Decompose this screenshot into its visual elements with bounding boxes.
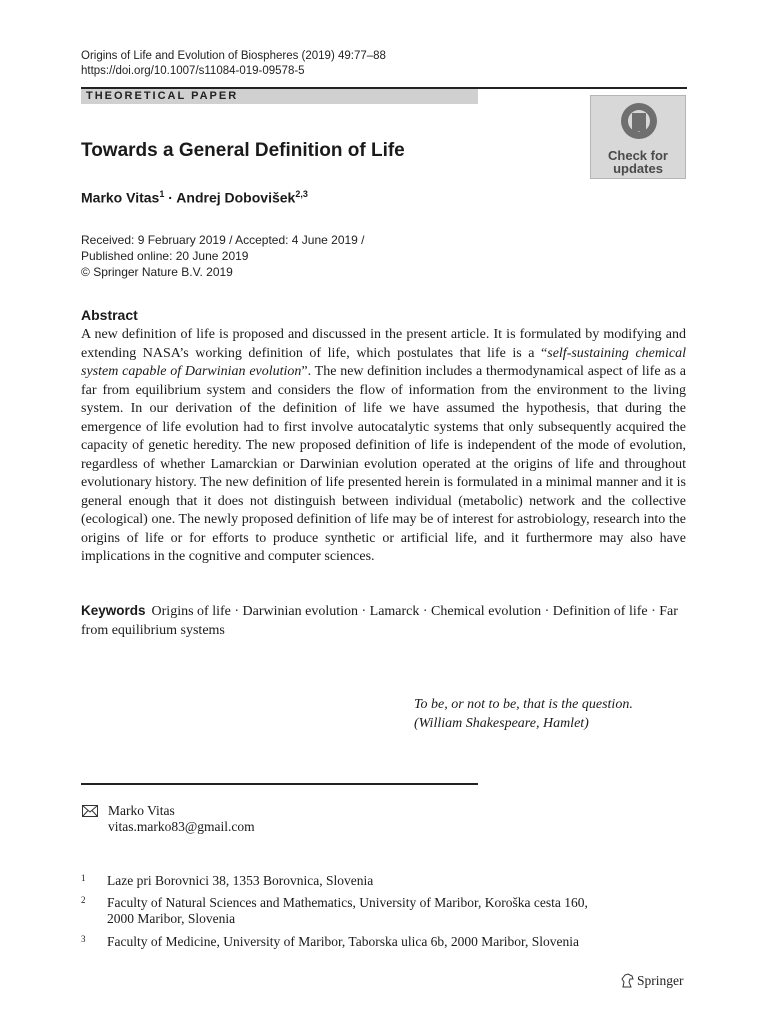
affiliation-text: Faculty of Medicine, University of Maribor, Taborska ulica 6b, 2000 Maribor, Slovenia <box>107 934 579 949</box>
journal-citation: Origins of Life and Evolution of Biospheres (2019) 49:77–88 <box>81 50 386 62</box>
keywords-text: Origins of life · Darwinian evolution · Lamarck · Chemical evolution · Definition of life · Far from equilibrium systems <box>81 604 678 638</box>
received-accepted: Received: 9 February 2019 / Accepted: 4 June 2019 / <box>81 233 365 247</box>
affiliation-number: 1 <box>81 873 86 883</box>
badge-line-1: Check for <box>608 148 668 163</box>
author-affiliation-ref: 1 <box>159 189 165 199</box>
author-name[interactable]: Marko Vitas <box>81 189 160 206</box>
abstract-part-1: A new definition of life is proposed and discussed in the present article. It is formulated by modifying and extending NASA’s working definition of life, which postulates that life is a “ <box>81 327 686 361</box>
check-for-updates-badge[interactable] <box>590 95 686 179</box>
correspondence <box>108 803 255 835</box>
bookmark-ring-icon <box>619 101 659 145</box>
publication-dates <box>81 232 365 280</box>
doi-link[interactable]: https://doi.org/10.1007/s11084-019-09578-5 <box>81 65 305 77</box>
abstract-part-2: ”. The new definition includes a thermodynamical aspect of life as a far from equilibrium system and considers the flow of information from the environment to the living system. In our derivation of the definition of life we have assumed the hypothesis, that during the emergence of life evolution had to first involve autocatalytic systems that only subsequently acquired the capacity of genetic heredity. The new proposed definition of life is independent of the mode of evolution, regardless of whether Lamarckian or Darwinian evolution operated at the origins of life and throughout evolutionary history. The new definition of life presented herein is formulated in a minimal manner and it is general enough that it does not distinguish between individual (metabolic) network and the collective (ecological) one. The newly proposed definition of life may be of interest for astrobiology, research into the origins of life or for efforts to produce synthetic or artificial life, and it furthermore may also have implications in the cognitive and computer sciences. <box>81 364 686 564</box>
epigraph-source: (William Shakespeare, Hamlet) <box>414 716 589 731</box>
footnote-rule <box>81 783 478 785</box>
publisher-logo <box>620 973 684 989</box>
envelope-icon <box>82 805 98 817</box>
affiliation-text-cont: 2000 Maribor, Slovenia <box>107 911 236 926</box>
copyright-holder: Springer Nature B.V. 2019 <box>93 265 233 279</box>
affiliation-number: 2 <box>81 895 86 905</box>
author-list <box>81 189 308 206</box>
affiliation-text: Faculty of Natural Sciences and Mathematics, University of Maribor, Koroška cesta 160, <box>107 895 588 910</box>
corresponding-email[interactable]: vitas.marko83@gmail.com <box>108 819 255 834</box>
abstract-italic-definition: self-sustaining chemical system capable of Darwinian evolution <box>81 345 686 379</box>
author-affiliation-ref: 2,3 <box>295 189 308 199</box>
epigraph <box>414 695 633 733</box>
abstract-text <box>81 326 686 567</box>
paper-title: Towards a General Definition of Life <box>81 140 405 161</box>
publisher-name: Springer <box>637 973 684 988</box>
epigraph-quote: To be, or not to be, that is the question. <box>414 697 633 712</box>
author-name[interactable]: Andrej Dobovišek <box>176 189 296 206</box>
abstract-heading: Abstract <box>81 307 138 323</box>
badge-line-2: updates <box>613 161 663 176</box>
affiliation-number: 3 <box>81 934 86 944</box>
copyright-symbol: © <box>81 265 90 279</box>
keywords-block <box>81 602 686 640</box>
corresponding-author: Marko Vitas <box>108 803 175 818</box>
springer-horse-icon <box>620 973 634 988</box>
author-separator: · <box>168 189 173 206</box>
section-label: THEORETICAL PAPER <box>81 89 478 104</box>
affiliation-text: Laze pri Borovnici 38, 1353 Borovnica, Slovenia <box>107 873 374 888</box>
published-online: Published online: 20 June 2019 <box>81 249 249 263</box>
keywords-label: Keywords <box>81 603 146 618</box>
copyright-line <box>81 264 365 280</box>
